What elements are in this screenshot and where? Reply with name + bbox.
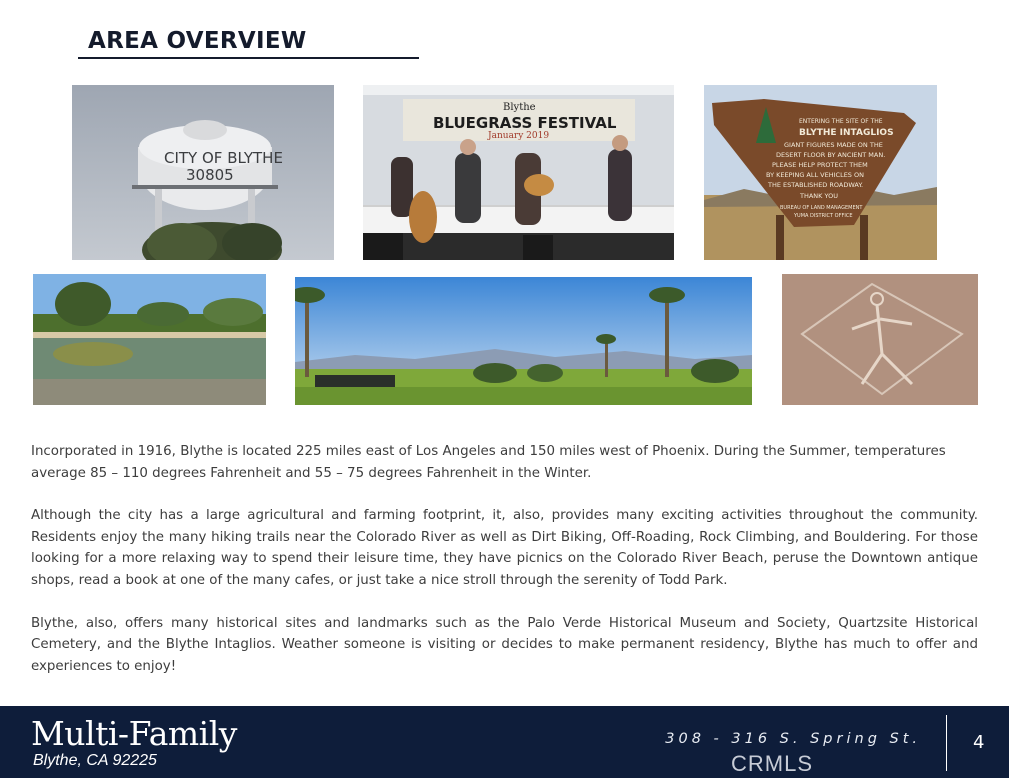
intaglios-line3: GIANT FIGURES MADE ON THE (784, 141, 883, 149)
brand-title: Multi-Family (31, 714, 237, 753)
bluegrass-festival-photo (363, 85, 674, 260)
crmls-watermark: CRMLS (731, 751, 814, 776)
intaglios-line9: BUREAU OF LAND MANAGEMENT (780, 205, 863, 211)
intaglios-line2: BLYTHE INTAGLIOS (799, 128, 894, 138)
intaglios-sign-photo (704, 85, 937, 260)
intaglios-line6: BY KEEPING ALL VEHICLES ON (766, 171, 864, 179)
intaglios-line8: THANK YOU (800, 192, 838, 200)
page-title: AREA OVERVIEW (88, 28, 307, 54)
water-tower-photo (72, 85, 334, 260)
intaglios-line10: YUMA DISTRICT OFFICE (794, 213, 853, 219)
festival-top: Blythe (503, 102, 536, 113)
intaglios-line5: PLEASE HELP PROTECT THEM (772, 161, 868, 169)
festival-sub: January 2019 (488, 131, 550, 141)
page-number: 4 (973, 732, 985, 753)
paragraph-2: Although the city has a large agricultural and farming footprint, it, also, provides many exciting activities throughout the community. Residents enjoy the many hiking trails near the Colorado River as well as Dirt Biking, Off-Roading, Rock Climbing, and Bouldering. For those looking for a more relaxing way to spend their leisure time, they have picnics on the Colorado River Beach, peruse the Downtown antique shops, read a book at one of the many cafes, or just take a nice stroll through the serenity of Todd Park. (31, 508, 978, 588)
intaglio-aerial-photo (782, 274, 978, 405)
water-tower-line2: 30805 (186, 166, 234, 184)
property-address: 308 - 316 S. Spring St. (665, 731, 921, 747)
colorado-river-photo (33, 274, 266, 405)
festival-banner: BLUEGRASS FESTIVAL (433, 114, 617, 132)
body-text (31, 441, 978, 698)
footer-divider (946, 715, 947, 771)
water-tower-line1: CITY OF BLYTHE (164, 149, 283, 167)
paragraph-1: Incorporated in 1916, Blythe is located 225 miles east of Los Angeles and 150 miles west of Phoenix. During the Summer, temperatures average 85 – 110 degrees Fahrenheit and 55 – 75 degrees Fahrenheit in the Winter. (31, 444, 946, 481)
golf-course-photo (295, 277, 752, 405)
intaglios-line1: ENTERING THE SITE OF THE (799, 118, 883, 125)
paragraph-3: Blythe, also, offers many historical sites and landmarks such as the Palo Verde Historical Museum and Society, Quartzsite Historical Cemetery, and the Blythe Intaglios. Weather someone is visiting or decides to make permanent residency, Blythe has much to offer and experiences to enjoy! (31, 615, 978, 674)
brand-location: Blythe, CA 92225 (33, 752, 157, 769)
title-underline (78, 57, 419, 59)
intaglios-line7: THE ESTABLISHED ROADWAY. (768, 181, 864, 189)
intaglios-line4: DESERT FLOOR BY ANCIENT MAN. (776, 151, 886, 159)
